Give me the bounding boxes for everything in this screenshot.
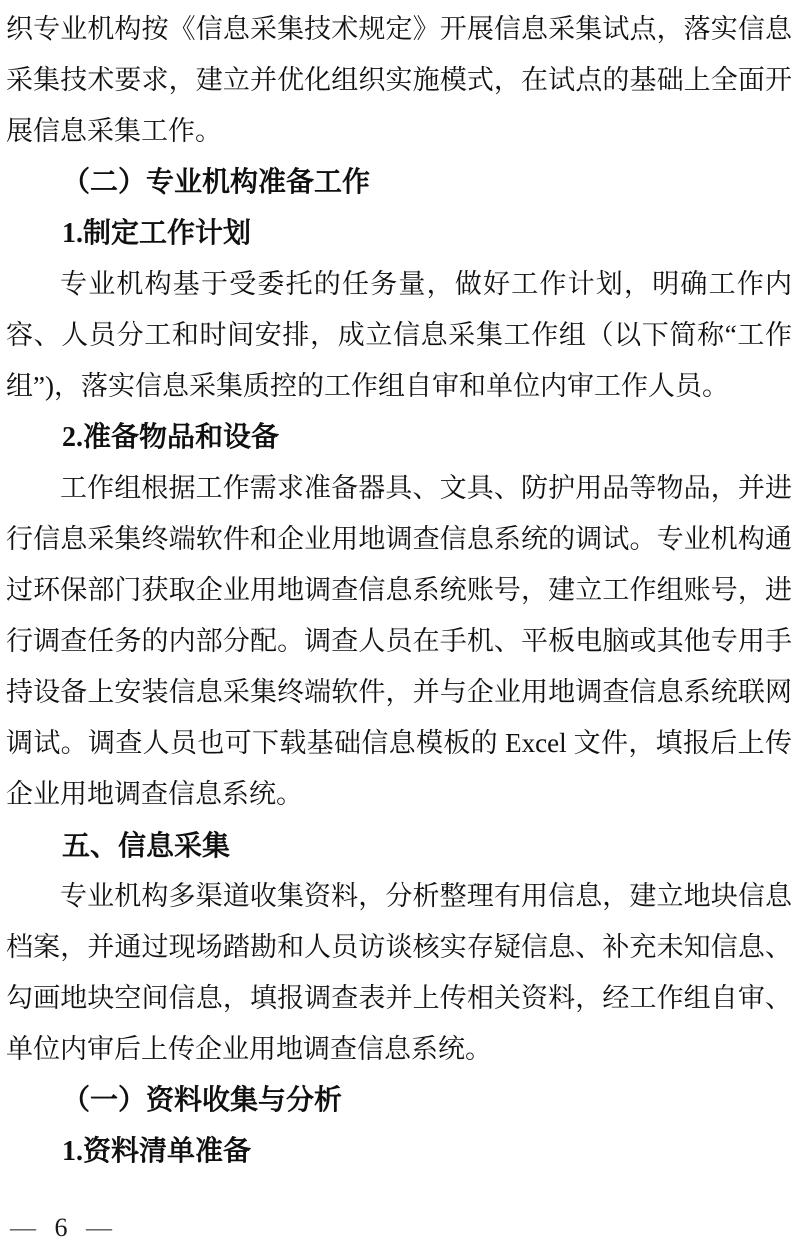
paragraph-information-collection: 专业机构多渠道收集资料，分析整理有用信息，建立地块信息档案，并通过现场踏勘和人员访谈核实存疑信息、补充未知信息、勾画地块空间信息，填报调查表并上传相关资料，经工作组自审、单位内审后上传企业用地调查信息系统。 [6, 881, 792, 1064]
subsection-heading-data-list: 1.资料清单准备 [62, 1136, 252, 1167]
chapter-heading-information-collection: 五、信息采集 [62, 830, 231, 861]
paragraph-continuation: 织专业机构按《信息采集技术规定》开展信息采集试点，落实信息采集技术要求，建立并优化组织实施模式，在试点的基础上全面开展信息采集工作。 [6, 14, 792, 146]
page-number: 6 [54, 1213, 68, 1242]
section-heading-preparation: （二）专业机构准备工作 [62, 167, 371, 198]
subsection-heading-equipment: 2.准备物品和设备 [62, 422, 280, 453]
document-content [6, 4, 792, 1177]
paragraph-work-plan: 专业机构基于受委托的任务量，做好工作计划，明确工作内容、人员分工和时间安排，成立信息采集工作组（以下简称“工作组”)，落实信息采集质控的工作组自审和单位内审工作人员。 [6, 269, 792, 401]
paragraph-equipment: 工作组根据工作需求准备器具、文具、防护用品等物品，并进行信息采集终端软件和企业用地调查信息系统的调试。专业机构通过环保部门获取企业用地调查信息系统账号，建立工作组账号，进行调查任务的内部分配。调查人员在手机、平板电脑或其他专用手持设备上安装信息采集终端软件，并与企业用地调查信息系统联网调试。调查人员也可下载基础信息模板的 Excel 文件，填报后上传企业用地调查信息系统。 [6, 473, 792, 809]
section-heading-data-collection-analysis: （一）资料收集与分析 [62, 1085, 343, 1116]
footer-dash-left: — [10, 1213, 36, 1242]
subsection-heading-work-plan: 1.制定工作计划 [62, 218, 252, 249]
page-footer [10, 1213, 112, 1243]
footer-dash-right: — [86, 1213, 112, 1242]
